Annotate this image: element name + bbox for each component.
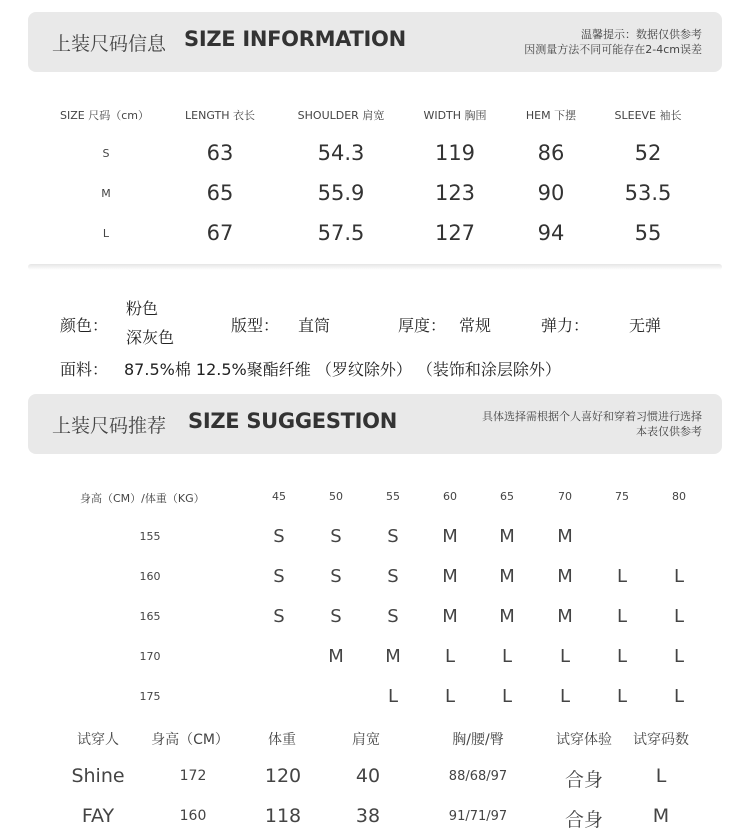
- suggested-size: L: [673, 646, 685, 667]
- suggested-size: M: [499, 526, 515, 547]
- elastic-label: 弹力：: [541, 316, 590, 335]
- size-info-header: SLEEVE 袖长: [614, 109, 682, 122]
- suggested-size: L: [501, 646, 513, 667]
- size-info-header: LENGTH 衣长: [185, 109, 255, 122]
- try-on-shoulder: 40: [355, 765, 381, 787]
- try-on-feel: 合身: [564, 769, 604, 791]
- weight-header: 60: [443, 490, 457, 503]
- suggested-size: M: [499, 566, 515, 587]
- suggested-size: M: [442, 566, 458, 587]
- size-info-value: 90: [537, 181, 565, 205]
- size-info-value: 86: [537, 141, 565, 165]
- elastic-value: 无弹: [629, 316, 662, 335]
- height-label: 175: [139, 690, 161, 703]
- size-info-value: 67: [206, 221, 234, 245]
- material-value: 87.5%棉 12.5%聚酯纤维 （罗纹除外） （装饰和涂层除外）: [124, 360, 561, 379]
- suggested-size: M: [557, 606, 573, 627]
- fit-value: 直筒: [298, 316, 331, 335]
- suggested-size: M: [499, 606, 515, 627]
- fit-label: 版型：: [231, 316, 280, 335]
- try-on-header: 试穿码数: [633, 732, 689, 748]
- suggested-size: M: [557, 526, 573, 547]
- size-suggestion-title-cn: 上装尺码推荐: [52, 415, 167, 437]
- suggested-size: L: [559, 686, 571, 707]
- suggested-size: L: [444, 686, 456, 707]
- size-info-row-label: S: [102, 147, 110, 160]
- size-info-value: 65: [206, 181, 234, 205]
- suggested-size: L: [673, 686, 685, 707]
- suggested-size: S: [330, 566, 342, 587]
- size-info-header: SIZE 尺码（cm）: [60, 109, 149, 122]
- size-info-value: 127: [434, 221, 476, 245]
- suggested-size: S: [387, 566, 399, 587]
- try-on-height: 172: [179, 768, 207, 784]
- height-label: 170: [139, 650, 161, 663]
- size-info-value: 55: [634, 221, 662, 245]
- size-suggestion-note-line: 本表仅供参考: [636, 425, 702, 438]
- suggestion-corner-label: 身高（CM）/体重（KG）: [80, 492, 205, 505]
- weight-header: 65: [500, 490, 514, 503]
- size-info-title-en: SIZE INFORMATION: [184, 27, 406, 51]
- suggested-size: M: [557, 566, 573, 587]
- try-on-header: 体重: [268, 732, 296, 748]
- try-on-name: FAY: [81, 805, 115, 827]
- try-on-header: 胸/腰/臀: [452, 732, 504, 748]
- height-label: 155: [139, 530, 161, 543]
- suggested-size: L: [616, 646, 628, 667]
- try-on-weight: 118: [264, 805, 302, 827]
- suggested-size: L: [616, 566, 628, 587]
- try-on-header: 肩宽: [352, 732, 380, 748]
- weight-header: 70: [558, 490, 572, 503]
- size-info-header: HEM 下摆: [525, 109, 577, 122]
- try-on-name: Shine: [71, 765, 125, 787]
- section-divider: [28, 264, 722, 270]
- weight-header: 55: [386, 490, 400, 503]
- size-info-value: 63: [206, 141, 234, 165]
- size-info-note-line: 因测量方法不同可能存在2-4cm误差: [524, 43, 702, 56]
- try-on-weight: 120: [264, 765, 302, 787]
- size-info-row-label: M: [101, 187, 111, 200]
- suggested-size: S: [387, 606, 399, 627]
- try-on-measure: 88/68/97: [448, 769, 508, 784]
- try-on-header: 身高（CM）: [151, 732, 229, 748]
- try-on-size: M: [652, 805, 670, 827]
- size-info-value: 53.5: [624, 181, 672, 205]
- suggested-size: M: [442, 606, 458, 627]
- size-info-title-cn: 上装尺码信息: [52, 33, 167, 55]
- size-info-value: 52: [634, 141, 662, 165]
- size-info-value: 123: [434, 181, 476, 205]
- suggested-size: L: [559, 646, 571, 667]
- size-info-banner: [28, 12, 722, 72]
- color-label: 颜色：: [60, 316, 109, 335]
- size-info-header: WIDTH 胸围: [423, 109, 487, 122]
- suggested-size: L: [673, 566, 685, 587]
- color-value: 粉色: [126, 299, 159, 318]
- try-on-height: 160: [179, 808, 207, 824]
- size-suggestion-banner: [28, 394, 722, 454]
- size-info-note-line: 温馨提示：数据仅供参考: [581, 28, 702, 41]
- try-on-header: 试穿人: [77, 732, 119, 748]
- suggested-size: S: [387, 526, 399, 547]
- try-on-shoulder: 38: [355, 805, 381, 827]
- try-on-header: 试穿体验: [556, 732, 612, 748]
- size-info-value: 57.5: [317, 221, 365, 245]
- weight-header: 75: [615, 490, 629, 503]
- suggested-size: M: [328, 646, 344, 667]
- size-info-value: 119: [434, 141, 476, 165]
- size-info-value: 55.9: [317, 181, 365, 205]
- suggested-size: L: [673, 606, 685, 627]
- suggested-size: L: [616, 686, 628, 707]
- color-value: 深灰色: [126, 328, 175, 347]
- size-suggestion-title-en: SIZE SUGGESTION: [188, 409, 398, 433]
- suggested-size: L: [616, 606, 628, 627]
- try-on-measure: 91/71/97: [448, 809, 508, 824]
- try-on-size: L: [655, 765, 667, 787]
- size-info-note: [524, 27, 702, 57]
- height-label: 165: [139, 610, 161, 623]
- size-info-value: 54.3: [317, 141, 365, 165]
- suggested-size: S: [273, 566, 285, 587]
- suggested-size: M: [442, 526, 458, 547]
- size-info-value: 94: [537, 221, 565, 245]
- size-suggestion-note-line: 具体选择需根据个人喜好和穿着习惯进行选择: [482, 410, 702, 423]
- weight-header: 45: [272, 490, 286, 503]
- height-label: 160: [139, 570, 161, 583]
- weight-header: 50: [329, 490, 343, 503]
- suggested-size: S: [273, 606, 285, 627]
- suggested-size: L: [501, 686, 513, 707]
- suggested-size: L: [444, 646, 456, 667]
- size-suggestion-note: [482, 409, 702, 439]
- weight-header: 80: [672, 490, 686, 503]
- size-info-row-label: L: [102, 227, 110, 240]
- thickness-label: 厚度：: [398, 316, 447, 335]
- material-label: 面料：: [60, 360, 109, 379]
- suggested-size: S: [273, 526, 285, 547]
- size-info-header: SHOULDER 肩宽: [297, 109, 385, 122]
- suggested-size: L: [387, 686, 399, 707]
- suggested-size: S: [330, 526, 342, 547]
- try-on-feel: 合身: [564, 809, 604, 831]
- thickness-value: 常规: [459, 316, 492, 335]
- suggested-size: S: [330, 606, 342, 627]
- suggested-size: M: [385, 646, 401, 667]
